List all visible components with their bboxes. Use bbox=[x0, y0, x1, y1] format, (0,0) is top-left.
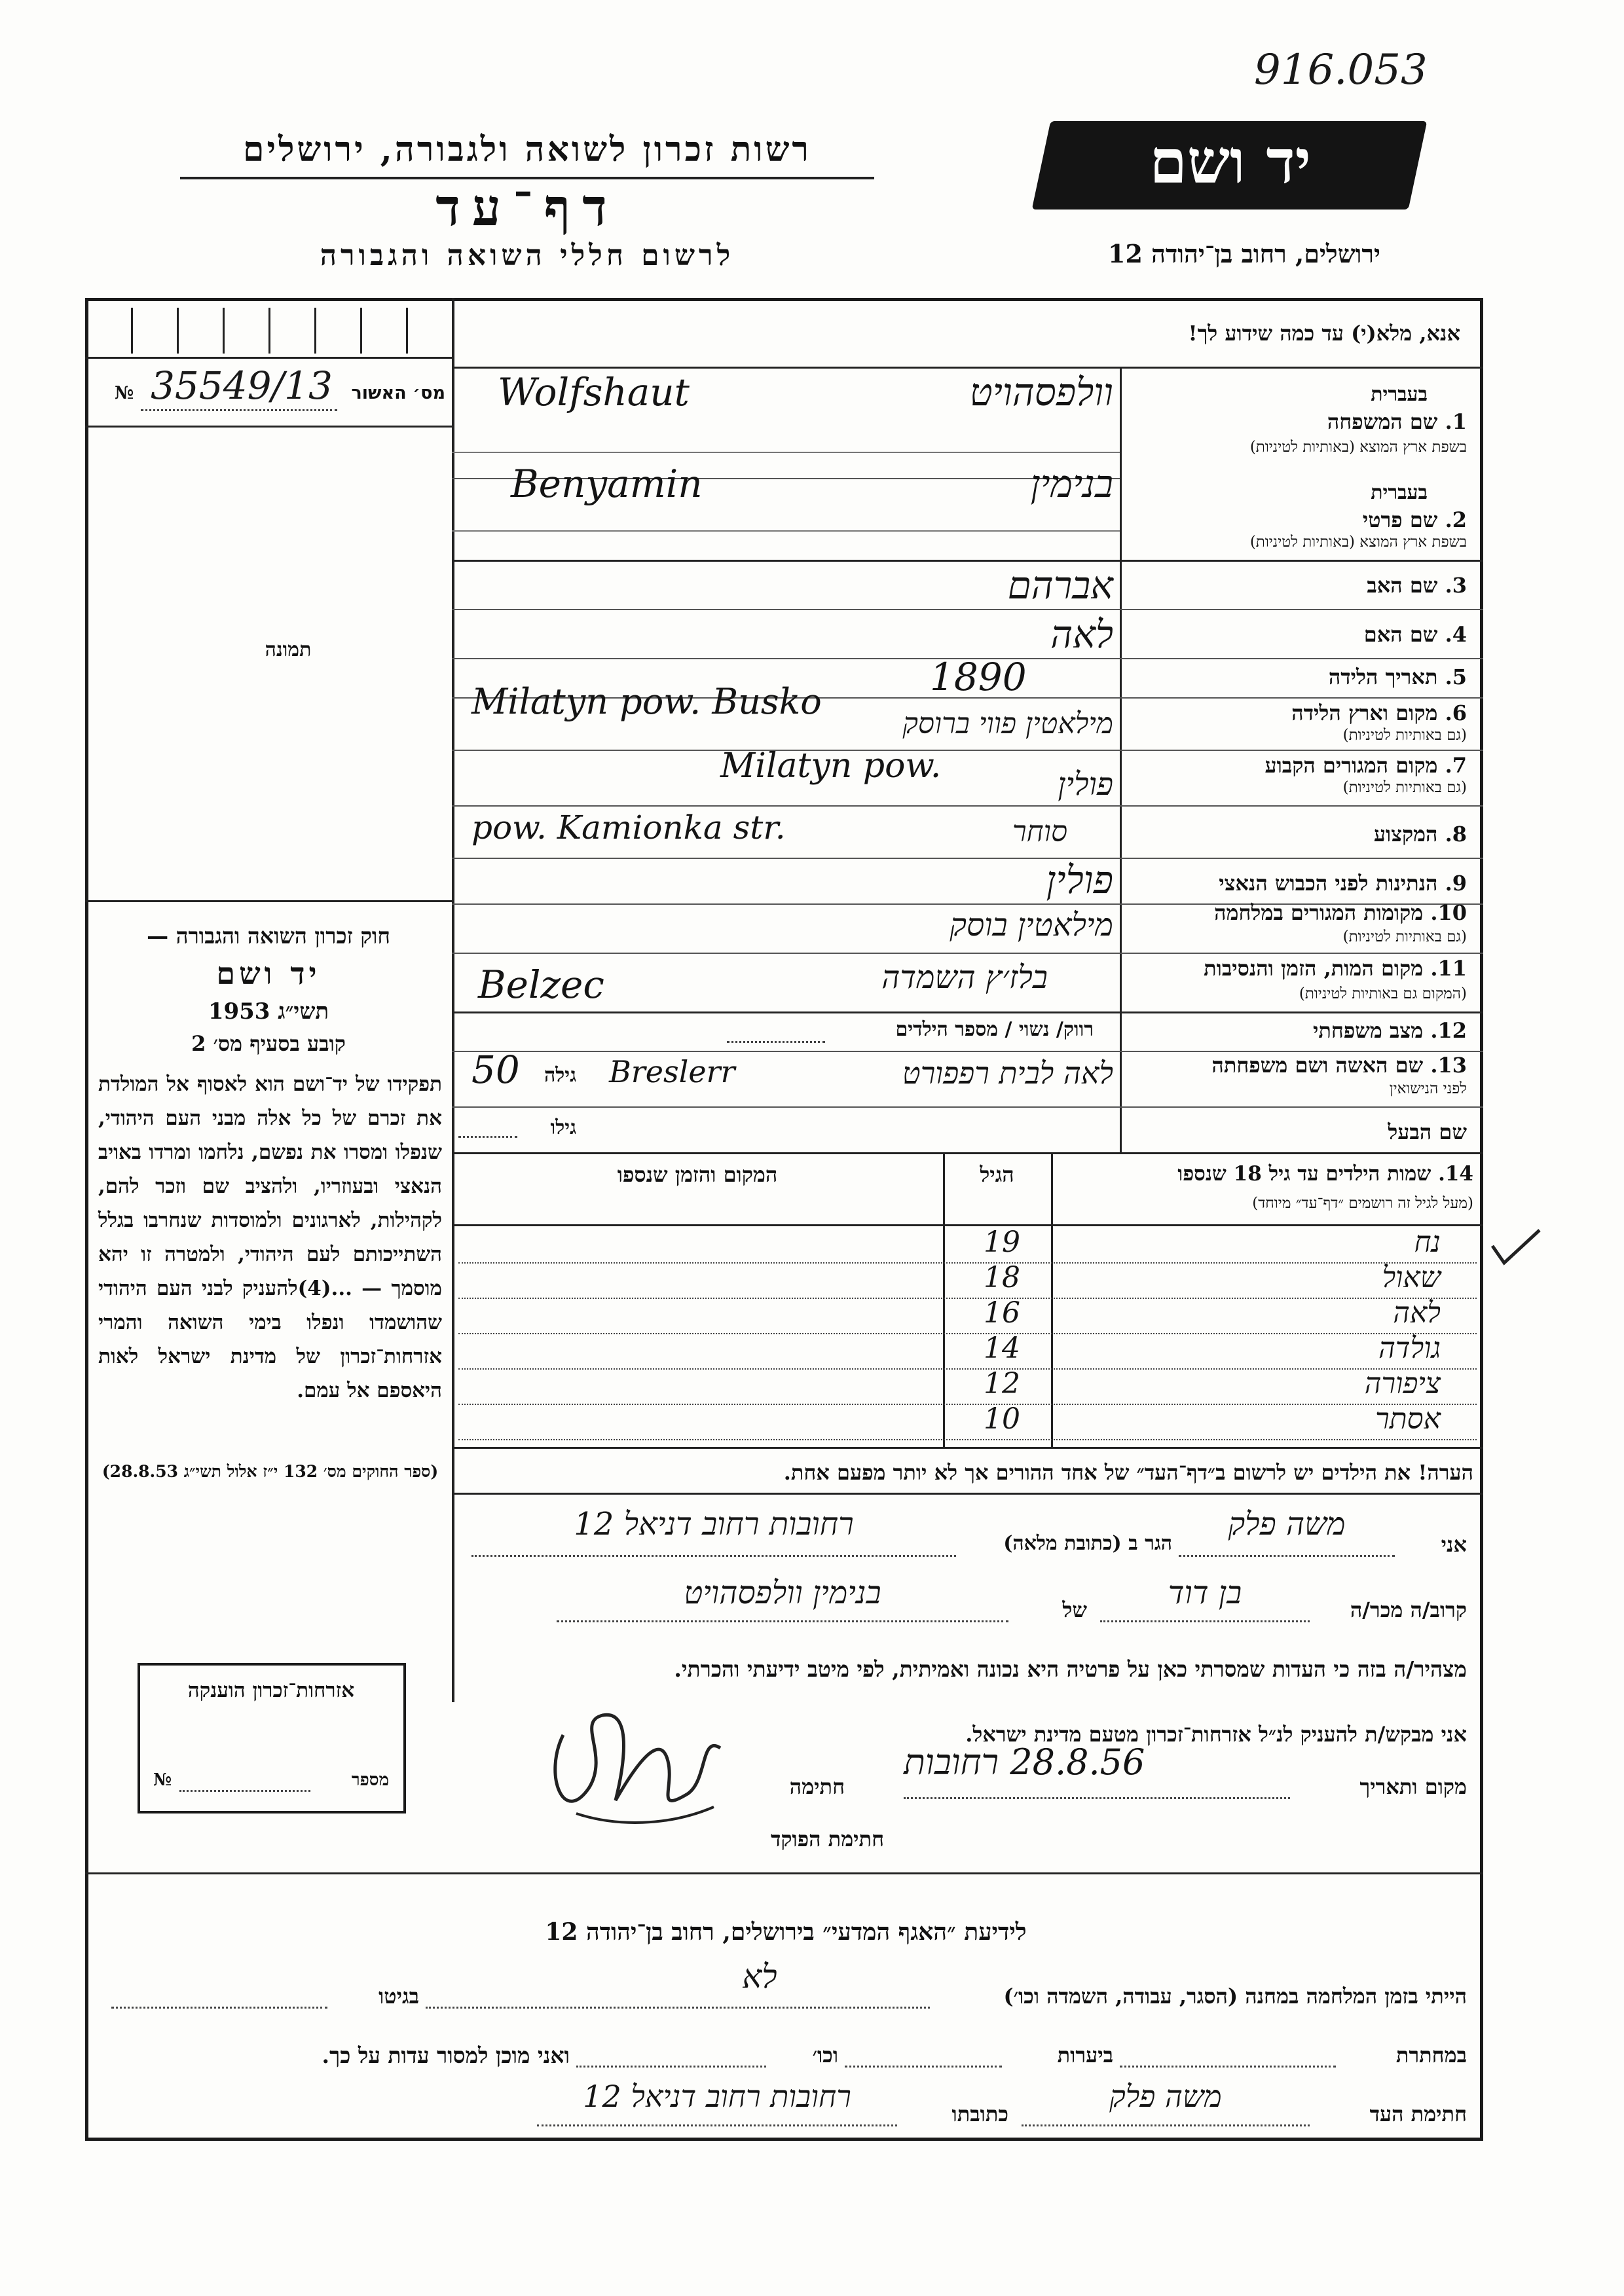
note-line: הערה! את הילדים יש לרשום ב״דף־העד״ של אחד ההורים אך לא יותר מפעם אחת. bbox=[783, 1460, 1473, 1485]
child-name: שאול bbox=[1382, 1261, 1441, 1294]
children-place-header: המקום והזמן שנספו bbox=[617, 1162, 778, 1187]
info-camp-label: הייתי בזמן המלחמה במחנה (הסגר, עבודה, השמדה וכו׳) bbox=[1003, 1984, 1467, 2009]
field-6-value-hebrew: מילאטין פווי ברוסק bbox=[902, 707, 1113, 740]
field-2-value-latin: Benyamin bbox=[511, 462, 703, 506]
law-name: יד ושם bbox=[216, 956, 321, 991]
field-11-value-latin: Belzec bbox=[478, 962, 604, 1007]
field-8-label: 8. המקצוע bbox=[1373, 822, 1467, 847]
field-7-value-hebrew: פולין bbox=[1058, 766, 1113, 803]
certificate-box bbox=[138, 1663, 406, 1813]
law-year-number: 1953 bbox=[208, 998, 270, 1025]
signature-label: חתימה bbox=[789, 1774, 845, 1799]
info-address: רחובות רחוב דניאל 12 bbox=[583, 2079, 851, 2114]
field-13-age: 50 bbox=[471, 1048, 520, 1092]
registration-prefix: № bbox=[115, 383, 134, 403]
declaration-of-label: של bbox=[1062, 1597, 1087, 1622]
field-12-label: 12. מצב משפחתי bbox=[1313, 1018, 1467, 1043]
field-7-value-latin: Milatyn pow. bbox=[720, 746, 942, 786]
field-13-label: 13. שם האשה ושם משפחתה bbox=[1211, 1053, 1467, 1078]
certificate-number-label: מספר bbox=[351, 1770, 389, 1790]
field-1-lang: בעברית bbox=[1371, 383, 1428, 406]
logo-text: יד ושם bbox=[1149, 126, 1311, 197]
declaration-relation-of: בנימין וולפסהויט bbox=[684, 1575, 881, 1611]
info-ghetto-label: בגיטו bbox=[378, 1984, 419, 2009]
law-year bbox=[98, 998, 439, 1025]
field-12-options: רווק/ נשוי / מספר הילדים bbox=[895, 1018, 1094, 1041]
field-1-value-latin: Wolfshaut bbox=[498, 370, 690, 414]
field-7-sub: (גם באותיות לטיניות) bbox=[1342, 779, 1467, 796]
field-5-value: 1890 bbox=[930, 655, 1027, 699]
field-5-label: 5. תאריך הלידה bbox=[1328, 665, 1467, 689]
field-6-value-latin: Milatyn pow. Busko bbox=[471, 681, 822, 722]
field-13-sub: לפני הנישואין bbox=[1389, 1080, 1467, 1097]
field-4-value: לאה bbox=[1050, 612, 1113, 657]
info-witness-signature: משה פלק bbox=[1109, 2079, 1222, 2114]
field-9-label: 9. הנתינות לפני הכבוש הנאצי bbox=[1219, 871, 1467, 896]
info-etc-label: וכו׳ bbox=[812, 2043, 838, 2068]
husband-age-label: גילו bbox=[550, 1116, 576, 1139]
field-11-sub: (המקום גם באותיות לטיניות) bbox=[1299, 985, 1467, 1002]
field-3-value: אברהם bbox=[1007, 563, 1113, 608]
declaration-statement: מצהיר/ה בזה כי העדות שמסרתי כאן על פרטיה היא נכונה ואמיתית, לפי מיטב ידיעתי והכרתי. bbox=[674, 1656, 1467, 1682]
address: ירושלים, רחוב בן־יהודה 12 bbox=[1108, 239, 1380, 268]
child-name: אסתר bbox=[1375, 1402, 1441, 1436]
law-source: (ספר החוקים מס׳ 132 י״ז אלול תשי״ג 28.8.53) bbox=[101, 1462, 439, 1481]
field-8-value-latin: pow. Kamionka str. bbox=[471, 809, 786, 847]
declaration-relation: בן דוד bbox=[1168, 1575, 1242, 1611]
declaration-witness-name: משה פלק bbox=[1228, 1506, 1346, 1542]
child-age: 16 bbox=[984, 1296, 1020, 1330]
field-3-label: 3. שם האב bbox=[1367, 573, 1467, 598]
field-1-sub: בשפת ארץ המוצא (באותיות לטיניות) bbox=[1249, 439, 1467, 456]
law-year-hebrew: תשי״ג bbox=[278, 998, 329, 1025]
field-2-sub: בשפת ארץ המוצא (באותיות לטיניות) bbox=[1249, 534, 1467, 551]
declaration-i-label: אני bbox=[1441, 1532, 1467, 1557]
child-name: לאה bbox=[1393, 1296, 1441, 1330]
declaration-residing-label: הגר ב (כתובת מלאה) bbox=[1003, 1532, 1172, 1555]
info-willing-label: ואני מוכן למסור עדות על כך. bbox=[322, 2043, 570, 2068]
registration-number: 35549/13 bbox=[151, 363, 333, 408]
field-13-value-latin: Breslerr bbox=[609, 1054, 735, 1089]
info-camp-value: לא bbox=[742, 1958, 777, 1995]
field-6-label: 6. מקום וארץ הלידה bbox=[1291, 701, 1467, 725]
file-reference-number: 916.053 bbox=[1254, 46, 1428, 94]
child-age: 12 bbox=[984, 1367, 1020, 1400]
child-age: 19 bbox=[984, 1226, 1020, 1259]
field-2-label: 2. שם פרטי bbox=[1362, 507, 1467, 532]
child-name: נח bbox=[1414, 1226, 1441, 1259]
field-6-sub: (גם באותיות לטיניות) bbox=[1342, 727, 1467, 744]
child-name: ציפורה bbox=[1364, 1367, 1441, 1400]
declaration-request: אני מבקש/ת להעניק לנ״ל אזרחות־זכרון מטעם מדינת ישראל. bbox=[965, 1722, 1467, 1747]
children-note: (מעל לגיל זה רושמים ״דף־עד״ מיוחד) bbox=[1252, 1195, 1473, 1212]
field-13-value-hebrew: לאה לבית רפפורט bbox=[902, 1055, 1113, 1091]
info-underground-label: במחתרת bbox=[1395, 2043, 1467, 2068]
field-8-value-hebrew: סוחר bbox=[1012, 815, 1067, 848]
field-1-value-hebrew: וולפסהויט bbox=[969, 370, 1113, 414]
form-title: דף־עד bbox=[435, 178, 619, 238]
law-text: תפקידו של יד־ושם הוא לאסוף אל המולדת את זכרם של כל אלה מבני העם היהודי, שנפלו ומסרו את נפשם, נלחמו ומרדו באויב הנאצי ובעוזריו, ולהציב שם וזכר להם, לקהילות, לארגונים ולמוסדות שנחרבו בגלל השתייכותם לעם היהודי, ולמטרה זו יהא מוסמך — ...(4)להעניק לבני העם היהודי שהושמדו ונפלו בימי השואה והמרי אזרחות־זכרון של מדינת ישראל לאות היאספם אל עמם. bbox=[98, 1072, 442, 1402]
info-forests-label: ביערות bbox=[1057, 2043, 1113, 2068]
field-10-value: מילאטין בוסק bbox=[950, 907, 1113, 943]
child-age: 14 bbox=[984, 1332, 1020, 1365]
law-title: חוק זכרון השואה והגבורה — bbox=[147, 923, 390, 949]
declaration-address: רחובות רחוב דניאל 12 bbox=[574, 1506, 854, 1542]
signature-scribble bbox=[537, 1696, 733, 1840]
certificate-number-prefix: № bbox=[153, 1770, 172, 1790]
declaration-relative-label: קרוב/ה מכר/ה bbox=[1350, 1597, 1467, 1622]
info-witness-signature-label: חתימת העד bbox=[1369, 2102, 1467, 2126]
field-2-value-hebrew: בנימין bbox=[1030, 462, 1113, 506]
registration-label: מס׳ האשור bbox=[351, 383, 445, 403]
place-date-label: מקום ותאריך bbox=[1359, 1774, 1467, 1799]
field-11-label: 11. מקום המות, הזמן והנסיבות bbox=[1204, 956, 1467, 981]
clerk-signature-label: חתימת הפוקד bbox=[771, 1827, 884, 1851]
field-1-label: 1. שם המשפחה bbox=[1327, 409, 1467, 434]
field-2-lang: בעברית bbox=[1371, 481, 1428, 504]
field-9-value: פולין bbox=[1046, 858, 1113, 902]
place-date-place: רחובות bbox=[904, 1741, 999, 1783]
yad-vashem-logo bbox=[1032, 121, 1428, 210]
field-7-label: 7. מקום המגורים הקבוע bbox=[1264, 753, 1467, 778]
children-title: 14. שמות הילדים עד גיל 18 שנספו bbox=[1177, 1162, 1473, 1186]
place-date-value bbox=[904, 1741, 1290, 1783]
certificate-title: אזרחות־זכרון הוענקה bbox=[187, 1679, 355, 1702]
field-13-age-label: גילה bbox=[544, 1064, 576, 1087]
child-age: 18 bbox=[984, 1261, 1020, 1294]
form-subtitle: לרשום חללי השואה והגבורה bbox=[320, 239, 735, 272]
info-title: לידיעת ״האגף המדעי״ בירושלים, רחוב בן־יהודה 12 bbox=[545, 1918, 1027, 1946]
field-10-sub: (גם באותיות לטיניות) bbox=[1342, 928, 1467, 945]
photo-label: תמונה bbox=[265, 638, 312, 661]
place-date-date: 28.8.56 bbox=[1010, 1741, 1145, 1783]
law-clause: קובע בסעיף מס׳ 2 bbox=[191, 1031, 346, 1056]
check-mark-icon bbox=[1490, 1228, 1542, 1267]
child-row-line bbox=[458, 1439, 1477, 1440]
husband-label: שם הבעל bbox=[1388, 1120, 1467, 1144]
child-age: 10 bbox=[984, 1402, 1020, 1436]
field-4-label: 4. שם האם bbox=[1363, 622, 1467, 647]
authority-name: רשות זכרון לשואה ולגבורה, ירושלים bbox=[243, 130, 811, 170]
field-10-label: 10. מקומות המגורים במלחמה bbox=[1214, 900, 1467, 925]
instruction: אנא, מלא(י) עד כמה שידוע לך! bbox=[1188, 321, 1460, 346]
child-name: גולדה bbox=[1378, 1332, 1441, 1365]
children-age-header: הגיל bbox=[980, 1162, 1014, 1187]
info-address-label: כתובתו bbox=[951, 2102, 1008, 2126]
field-11-value-hebrew: בלז׳ץ השמדה bbox=[881, 959, 1048, 996]
